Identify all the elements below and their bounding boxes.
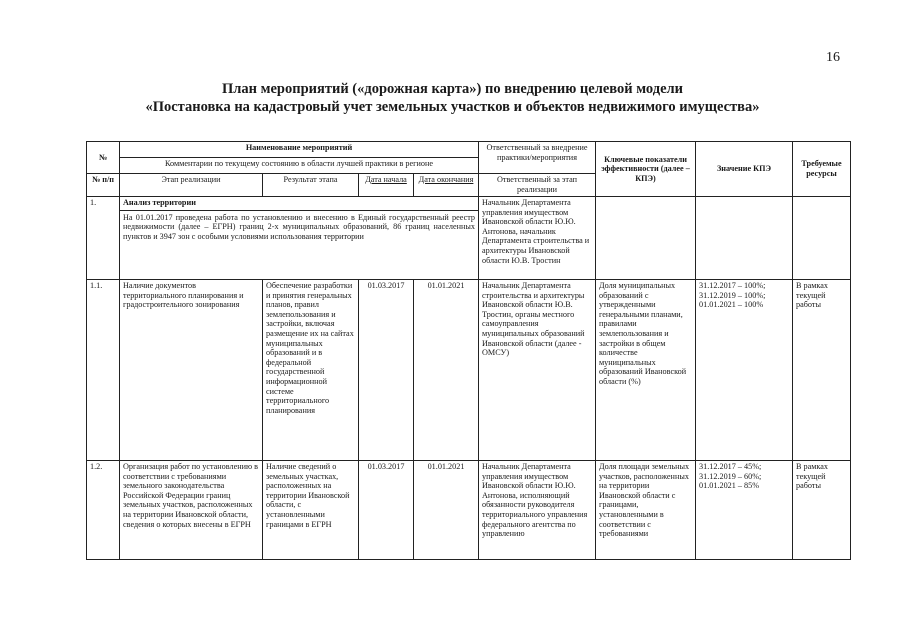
header-kpi: Ключевые показатели эффективности (далее – КПЭ) (596, 142, 696, 197)
row-responsible: Начальник Департамента строительства и архитектуры Ивановской области Ю.В. Тростин, органы местного самоуправления муниципальных образований Ивановской области (далее - ОМСУ) (479, 280, 596, 461)
header-comments: Комментарии по текущему состоянию в области лучшей практики в регионе (120, 158, 479, 174)
section-kpi (596, 197, 696, 280)
header-stage-result: Результат этапа (263, 174, 359, 197)
section-cell (120, 197, 479, 280)
row-kpi: Доля площади земельных участков, расположенных на территории Ивановской области с границами, установленными в соответствии с требованиями (596, 461, 696, 560)
section-kpi-value (696, 197, 793, 280)
header-kpi-value: Значение КПЭ (696, 142, 793, 197)
header-responsible: Ответственный за внедрение практики/мероприятия (479, 142, 596, 174)
row-result: Наличие сведений о земельных участках, расположенных на территории Ивановской области, с установленными границами в ЕГРН (263, 461, 359, 560)
header-num-pp: № п/п (87, 174, 120, 197)
row-resources: В рамках текущей работы (793, 461, 851, 560)
roadmap-table (86, 141, 851, 560)
section-resources (793, 197, 851, 280)
header-date-start: Дата начала (359, 174, 414, 197)
table-header-row (87, 142, 851, 158)
table-row (87, 280, 851, 461)
section-title: Анализ территории (123, 198, 196, 207)
section-responsible: Начальник Департамента управления имуществом Ивановской области Ю.Ю. Антонова, начальник Департамента строительства и архитектуры Ивановской области Ю.В. Тростин (479, 197, 596, 280)
row-date-start: 01.03.2017 (359, 461, 414, 560)
table-row (87, 197, 851, 280)
row-responsible: Начальник Департамента управления имуществом Ивановской области Ю.Ю. Антонова, исполняющий обязанности руководителя территориального управления федерального агентства по управлению (479, 461, 596, 560)
row-kpi-value: 31.12.2017 – 45%; 31.12.2019 – 60%; 01.01.2021 – 85% (696, 461, 793, 560)
row-stage: Организация работ по установлению в соответствии с требованиями земельного законодательства Российской Федерации границ земельных участков, расположенных на территории Ивановской области, сведения о которых внесены в ЕГРН (120, 461, 263, 560)
document-title-line1: План мероприятий («дорожная карта») по внедрению целевой модели (221, 81, 684, 97)
page-number: 16 (826, 50, 840, 65)
row-stage: Наличие документов территориального планирования и градостроительного зонирования (120, 280, 263, 461)
row-result: Обеспечение разработки и принятия генеральных планов, правил землепользования и застройки, включая размещение их на сайтах муниципальных образований и в федеральной государственной информационной системе территориального планирования (263, 280, 359, 461)
row-resources: В рамках текущей работы (793, 280, 851, 461)
row-date-end: 01.01.2021 (414, 280, 479, 461)
header-stage-responsible: Ответственный за этап реализации (479, 174, 596, 197)
row-kpi: Доля муниципальных образований с утвержденными генеральными планами, правилами землепользования и застройки в общем количестве муниципальных образований Ивановской области (%) (596, 280, 696, 461)
row-date-end: 01.01.2021 (414, 461, 479, 560)
row-date-start: 01.03.2017 (359, 280, 414, 461)
header-num: № (87, 142, 120, 174)
header-event-name: Наименование мероприятий (120, 142, 479, 158)
row-num: 1.1. (87, 280, 120, 461)
row-num: 1.2. (87, 461, 120, 560)
document-title-line2: «Постановка на кадастровый учет земельных участков и объектов недвижимого имущества» (145, 99, 760, 115)
row-kpi-value: 31.12.2017 – 100%; 31.12.2019 – 100%; 01.01.2021 – 100% (696, 280, 793, 461)
header-resources: Требуемые ресурсы (793, 142, 851, 197)
table-row (87, 461, 851, 560)
header-stage: Этап реализации (120, 174, 263, 197)
section-comment: На 01.01.2017 проведена работа по установлению и внесению в Единый государственный реестр недвижимости (далее – ЕГРН) границ 2-х муниципальных образований, 86 границ населенных пунктов и 3947 зон с особыми условиями использования территории (120, 210, 478, 242)
section-num: 1. (87, 197, 120, 280)
header-date-end: Дата окончания (414, 174, 479, 197)
